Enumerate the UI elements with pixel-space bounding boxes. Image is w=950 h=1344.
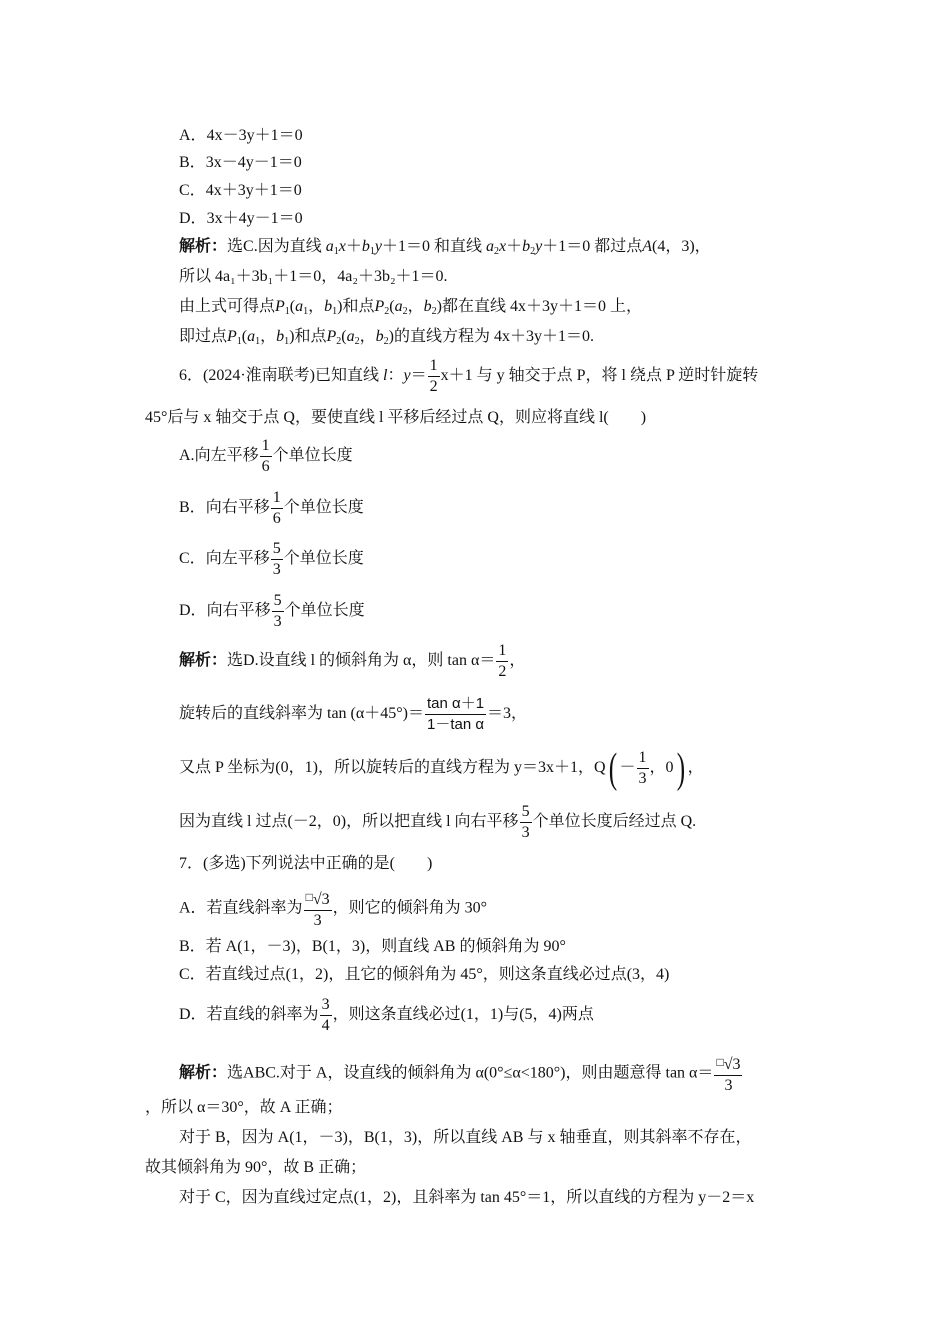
q6-option-b: B．向右平移 $\frac{1}{6}$ 个单位长度 xyxy=(179,489,364,527)
q7-solution-line-2: ，所以 α＝30°，故 A 正确； xyxy=(145,1099,343,1116)
q7-option-a: A．若直线斜率为 $\frac{□√3}{3}$ ，则它的倾斜角为 30° xyxy=(179,887,487,931)
q5-option-b: B．3x－4y－1＝0 xyxy=(179,154,302,171)
q6-option-a: A.向左平移 $\frac{1}{6}$ 个单位长度 xyxy=(179,437,353,475)
q5-option-d: D．3x＋4y－1＝0 xyxy=(179,210,303,227)
q5-solution-line-4: 即过点$P_1(a_1$，$b_1$)和点$P_2(a_2$，$b_2$)的直线方程为 4x＋3y＋1＝0. xyxy=(179,328,594,347)
q5-option-c: C．4x＋3y＋1＝0 xyxy=(179,182,302,199)
solution-label: 解析： xyxy=(179,652,228,670)
q6-solution-line-3: 又点 P 坐标为(0，1)，所以旋转后的直线方程为 y＝3x＋1，Q( － $\frac{1}{3}$ ，0) ， xyxy=(179,745,704,792)
q6-solution-line-1: 解析：选D.设直线 l 的倾斜角为 α，则 tan α＝ $\frac{1}{2}$ ， xyxy=(179,642,526,680)
q7-option-b: B．若 A(1，－3)，B(1，3)，则直线 AB 的倾斜角为 90° xyxy=(179,938,566,955)
q5-solution-line-3: 由上式可得点$P_1(a_1$，$b_1$)和点$P_2(a_2$，$b_2$)都在直线 4x＋3y＋1＝0 上， xyxy=(179,298,642,317)
q6-stem-line-2: 45°后与 x 轴交于点 Q，要使直线 l 平移后经过点 Q，则应将直线 l( ) xyxy=(145,409,647,426)
q5-option-a: A．4x－3y＋1＝0 xyxy=(179,127,303,144)
q6-option-c: C．向左平移 $\frac{5}{3}$ 个单位长度 xyxy=(179,540,364,578)
q5-solution-line-2: 所以 4a₁＋3b₁＋1＝0，4a₂＋3b₂＋1＝0. xyxy=(179,268,448,285)
q5-solution-line-1: 解析：选C.因为直线 $a_1x+b_1y+1=0$ 和直线 $a_2x+b_2y+1=0$ 都过点A(4，3)， xyxy=(179,238,711,257)
q6-option-d: D．向右平移 $\frac{5}{3}$ 个单位长度 xyxy=(179,592,365,630)
q6-stem-line-1: 6．(2024·淮南联考)已知直线 l：y＝ $\frac{1}{2}$ x＋1 与 y 轴交于点 P，将 l 绕点 P 逆时针旋转 xyxy=(179,357,759,395)
q7-stem: 7．(多选)下列说法中正确的是( ) xyxy=(179,855,433,872)
q7-option-c: C．若直线过点(1，2)，且它的倾斜角为 45°，则这条直线必过点(3，4) xyxy=(179,966,670,983)
q7-option-d: D．若直线的斜率为 $\frac{3}{4}$ ，则这条直线必过(1，1)与(5，4)两点 xyxy=(179,996,594,1034)
solution-label: 解析： xyxy=(179,1064,228,1082)
q6-solution-line-4: 因为直线 l 过点(－2，0)，所以把直线 l 向右平移 $\frac{5}{3}$ 个单位长度后经过点 Q. xyxy=(179,803,697,841)
q7-solution-line-5: 对于 C，因为直线过定点(1，2)，且斜率为 tan 45°＝1，所以直线的方程为 y－2＝x xyxy=(179,1189,755,1206)
solution-label: 解析： xyxy=(179,238,228,255)
q7-solution-line-4: 故其倾斜角为 90°，故 B 正确； xyxy=(145,1159,367,1176)
q6-stem-fraction: $\frac{1}{2}$ xyxy=(429,357,438,395)
q6-solution-line-2: 旋转后的直线斜率为 tan (α＋45°)＝ $\frac{\text{tan α＋1}}{\text{1－tan α}}$ ＝3， xyxy=(179,695,528,733)
q7-solution-line-3: 对于 B，因为 A(1，－3)，B(1，3)，所以直线 AB 与 x 轴垂直，则其斜率不存在， xyxy=(179,1129,752,1146)
q7-solution-line-1: 解析：选ABC.对于 A，设直线的倾斜角为 α(0°≤α<180°)，则由题意得 tan α＝ $\frac{□√3}{3}$ xyxy=(179,1052,743,1096)
